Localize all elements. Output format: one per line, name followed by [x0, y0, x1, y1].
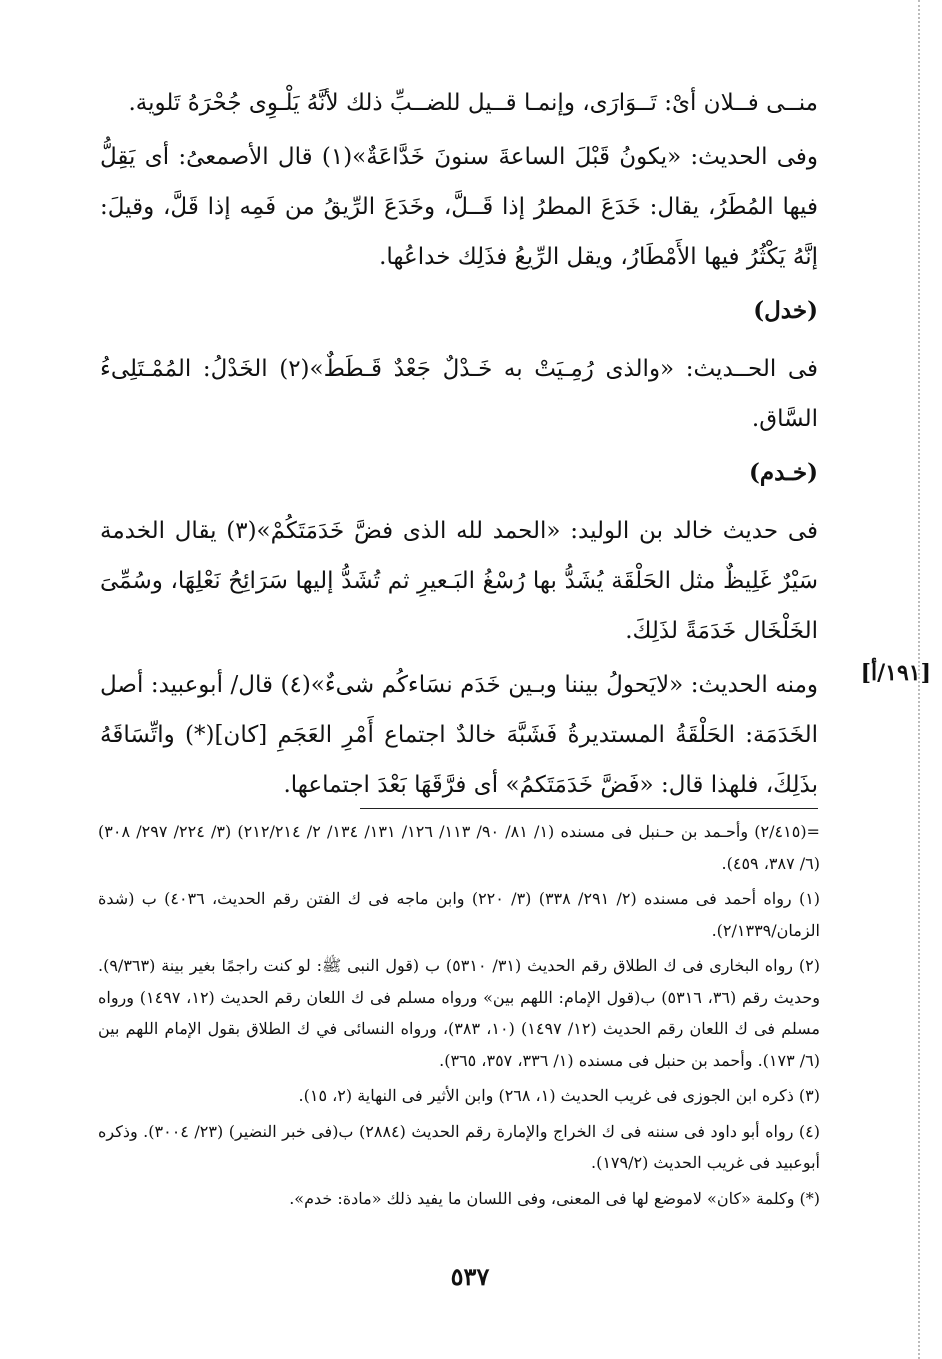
footnote-4: (٤) رواه أبو داود فى سننه فى ك الخراج والإمارة رقم الحديث (٢٨٨٤) ب(فى خبر النضير) (٢٣/ ٣٠٠٤). وذكره أبوعبيد فى غريب الحديث (١٧٩/٢).	[98, 1121, 821, 1172]
heading-khadm: (خـدم)	[748, 459, 818, 486]
footnote-3: (٣) ذكره ابن الجوزى فى غريب الحديث (١، ٢٦٨) وابن الأثير فى النهاية (٢، ١٥).	[298, 1086, 820, 1105]
footnote-separator	[360, 808, 818, 809]
page-number: ٥٣٧	[450, 1262, 490, 1291]
paragraph-4: ومنه الحديث: «لايَحولُ بيننا وبـين خَدَم نسَاءكُم شىءٌ»(٤) قال/ أبوعبيد: أصل الخَدَمَة: الحَلْقَةُ المستديرةُ فَشَبَّهَ خالدٌ اجتماع أَمْرِ العَجَمِ [كان](*) واتِّسَاقَهُ بذَلِكَ، فلهذا قال: «فَضَّ خَدَمَتَكمُ» أى فرَّقَهَا بَعْدَ اجتماعها.	[100, 672, 819, 798]
footnote-1: (١) رواه أحمد فى مسنده (٢/ ٢٩١/ ٣٣٨) (٣/ ٢٢٠) وابن ماجه فى ك الفتن رقم الحديث، ٤٠٣٦) ب (شدة الزمان/٢/١٣٣٩).	[98, 889, 821, 940]
manuscript-folio-reference: [١٩١/أ]	[860, 660, 931, 686]
footnote-star: (*) وكلمة «كان» لاموضع لها فى المعنى، وفى اللسان ما يفيد ذلك «مادة: خدم».	[289, 1188, 820, 1208]
paragraph-2: وفى الحديث: «يكونُ قَبْلَ الساعةَ سنونَ خَدَّاعَةٌ»(١) قال الأصمعىُ: أى يَقِلُّ فيها المُطَرُ، يقال: خَدَعَ المطرُ إذا قَــلَّ، وخَدَعَ الرِّيقُ من فَمِه إذا قَلَّ، وقيلَ: إنَّهُ يَكْثُرُ فيها الأَمْطَارُ، ويقل الرِّيعُ فذَلِك خداعُها.	[100, 144, 818, 270]
paragraph-3: فى حديث خالد بن الوليد: «الحمد لله الذى فضَّ خَدَمَتَكُمْ»(٣) يقال الخدمة سَيْرٌ غَلِيظٌ مثل الحَلْقَة يُشَدُّ بها رُسْغُ البَـعيرِ ثم تُشَدُّ إليها سَرَائِحُ نَعْلِهَا، وسُمِّىَ الخَلْخَال خَدَمَةً لذَلِكَ.	[100, 518, 818, 644]
heading-khadl: (خدل)	[753, 297, 818, 324]
footnote-2: (٢) رواه البخارى فى ك الطلاق رقم الحديث (٣١/ ٥٣١٠) ب (قول النبى ﷺ: لو كنت راجمًا بغير بينة (٩/٣٦٣). وحديث رقم (٣٦، ٥٣١٦) ب(قول الإمام: اللهم بين» ورواه مسلم فى ك اللعان رقم الحديث (١٢، ١٤٩٧) ورواه مسلم فى ك اللعان رقم الحديث (١٢/ ١٤٩٧) (١٠، ٣٨٣)، ورواه النسائى في ك الطلاق بقول الإمام اللهم بين (٦/ ١٧٣). وأحمد بن حنبل فى مسنده (١/ ٣٣٦، ٣٥٧، ٣٦٥).	[98, 956, 821, 1070]
footnotes	[98, 816, 820, 1218]
paragraph-1: منــى فــلان أىْ: تَــوَارَى، وإنمـا قــيل للضــبِّ ذلك لأنَّهُ يَلْـوِى جُحْرَهُ تَلوية.	[128, 90, 818, 116]
main-text	[100, 78, 818, 814]
paragraph-khadl: فى الحــديث: «والذى رُمِـيَتْ به خَـدْلٌ جَعْدٌ قَـطَطٌ»(٢) الخَدْلُ: المُمْـتَلِىءُ السَّاق.	[100, 356, 818, 432]
footnote-continuation: =(٢/٤١٥) وأحـمد بن حـنبل فى مسنده (١/ ٨١/ ٩٠/ ١١٣/ ١٢٦/ ١٣١/ ١٣٤/ ٢/ ٢١٢/٢١٤) (٣/ ٢٢٤/ ٢٩٧/ ٣٠٨) (٦/ ٣٨٧، ٤٥٩).	[98, 822, 820, 873]
